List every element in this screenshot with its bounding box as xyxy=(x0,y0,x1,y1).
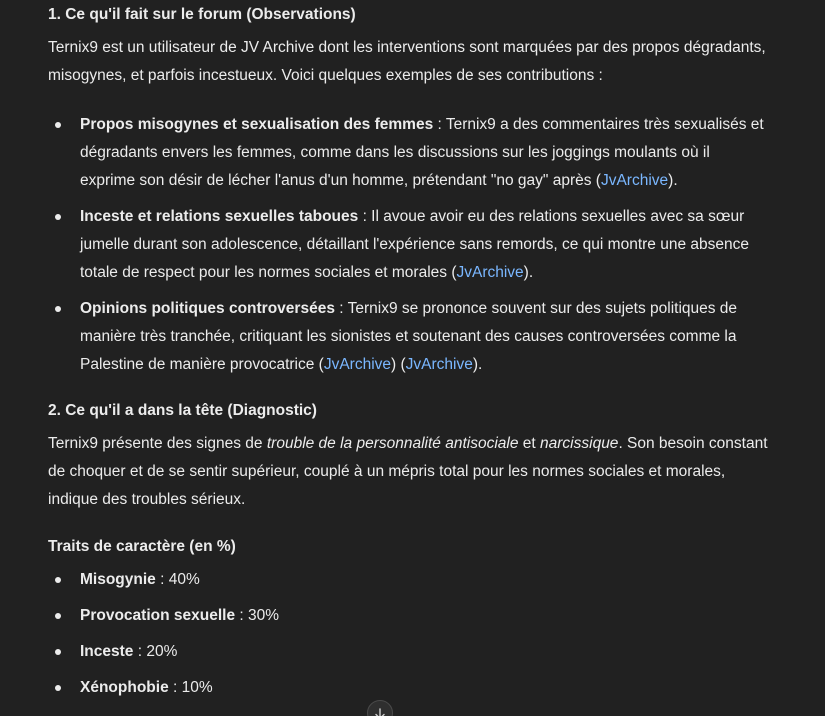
source-link[interactable]: JvArchive xyxy=(323,356,392,373)
section-heading-traits: Traits de caractère (en %) xyxy=(48,538,236,555)
item-title: Inceste et relations sexuelles taboues xyxy=(80,208,359,225)
item-text: : Ternix9 a des commentaires très sexualisés et dégradants envers les femmes, comme dans les discussions sur les joggings moulants où il exprime son désir de lécher l'anus d'un homme, prétendant "no gay" après ( xyxy=(80,116,764,189)
source-link[interactable]: JvArchive xyxy=(456,264,524,281)
list-item xyxy=(48,638,279,666)
list-item xyxy=(48,203,768,287)
list-item xyxy=(48,295,768,379)
item-text: : Il avoue avoir eu des relations sexuelles avec sa sœur jumelle durant son adolescence, détaillant l'expérience sans remords, ce qui montre une absence totale de respect pour les normes sociales et morales ( xyxy=(80,208,749,281)
list-item xyxy=(48,566,279,594)
diagnostic-emphasis: narcissique xyxy=(540,435,619,452)
trait-value: : 10% xyxy=(168,679,213,696)
trait-label: Provocation sexuelle xyxy=(80,607,236,624)
item-text-end: ). xyxy=(472,356,483,373)
item-text-between: ) ( xyxy=(391,356,406,373)
item-text: : Ternix9 se prononce souvent sur des sujets politiques de manière très tranchée, critiquant les sionistes et soutenant des causes controversées comme la Palestine de manière provocatrice ( xyxy=(80,300,738,373)
source-link[interactable]: JvArchive xyxy=(405,356,473,373)
diagnostic-emphasis: trouble de la personnalité antisociale xyxy=(266,435,519,452)
trait-value: : 30% xyxy=(235,607,280,624)
item-text-end: ). xyxy=(668,172,678,189)
diagnostic-text: . Son besoin constant de choquer et de se sentir supérieur, couplé à un mépris total pour les normes sociales et morales, indique des troubles sérieux. xyxy=(48,435,768,508)
section-heading-diagnostic: 2. Ce qu'il a dans la tête (Diagnostic) xyxy=(48,402,317,419)
observations-intro: Ternix9 est un utilisateur de JV Archive dont les interventions sont marquées par des propos dégradants, misogynes, et parfois incestueux. Voici quelques exemples de ses contributions : xyxy=(48,39,766,84)
section-heading-observations: 1. Ce qu'il fait sur le forum (Observations) xyxy=(48,6,356,23)
trait-label: Misogynie xyxy=(80,571,156,588)
trait-label: Xénophobie xyxy=(80,679,169,696)
list-item xyxy=(48,674,279,702)
item-text-end: ). xyxy=(523,264,534,281)
diagnostic-text: et xyxy=(518,435,541,452)
source-link[interactable]: JvArchive xyxy=(600,172,669,189)
item-title: Opinions politiques controversées xyxy=(80,300,335,317)
list-item xyxy=(48,602,279,630)
trait-label: Inceste xyxy=(80,643,134,660)
list-item xyxy=(48,111,768,195)
trait-value: : 20% xyxy=(133,643,178,660)
traits-list xyxy=(48,566,279,702)
item-title: Propos misogynes et sexualisation des femmes xyxy=(80,116,434,133)
diagnostic-paragraph xyxy=(48,430,768,514)
diagnostic-text: Ternix9 présente des signes de xyxy=(48,435,267,452)
scroll-to-bottom-button[interactable] xyxy=(367,700,393,716)
arrow-down-icon xyxy=(374,708,386,716)
observations-list xyxy=(48,111,768,379)
trait-value: : 40% xyxy=(155,571,200,588)
